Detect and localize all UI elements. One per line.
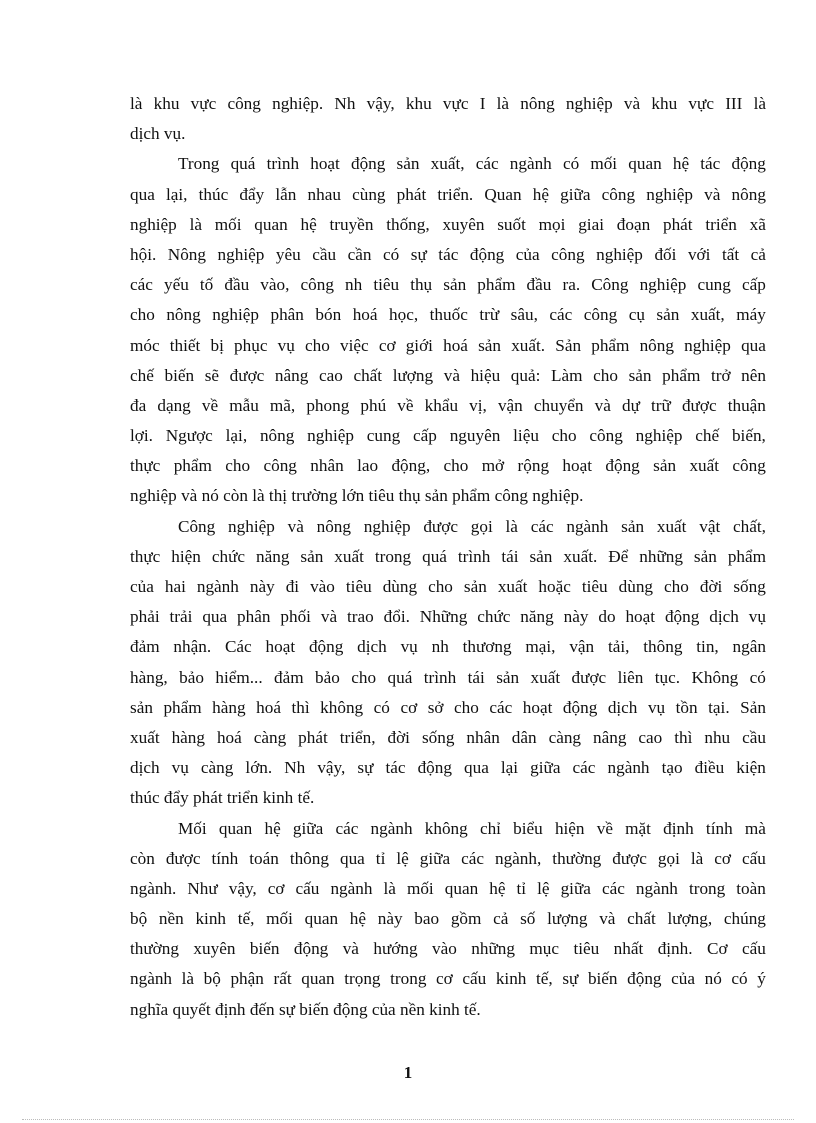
text-line: nghiệp và nó còn là thị trường lớn tiêu thụ sản phẩm công nghiệp.: [130, 486, 584, 506]
text-line: Trong quá trình hoạt động sản xuất, các ngành có mối quan hệ tác động: [178, 154, 766, 174]
body-text: [130, 89, 766, 1025]
text-line: phải trải qua phân phối và trao đổi. Những chức năng này do hoạt động dịch vụ: [130, 607, 766, 627]
text-line: nghiệp là mối quan hệ truyền thống, xuyên suốt mọi giai đoạn phát triển xã: [130, 214, 766, 234]
text-line: dịch vụ càng lớn. Nh vậy, sự tác động qua lại giữa các ngành tạo điều kiện: [130, 758, 766, 778]
text-line: nghĩa quyết định đến sự biến động của nền kinh tế.: [130, 999, 481, 1019]
text-line: ngành là bộ phận rất quan trọng trong cơ cấu kinh tế, sự biến động của nó có ý: [130, 969, 766, 989]
text-line: qua lại, thúc đẩy lẫn nhau cùng phát triển. Quan hệ giữa công nghiệp và nông: [130, 184, 766, 204]
text-line: Công nghiệp và nông nghiệp được gọi là các ngành sản xuất vật chất,: [178, 516, 766, 536]
text-line: các yếu tố đầu vào, công nh tiêu thụ sản phẩm đầu ra. Công nghiệp cung cấp: [130, 275, 766, 295]
text-line: của hai ngành này đi vào tiêu dùng cho sản xuất hoặc tiêu dùng cho đời sống: [130, 577, 766, 596]
text-line: hàng, bảo hiểm... đảm bảo cho quá trình tái sản xuất được liên tục. Không có: [130, 667, 766, 687]
text-line: xuất hàng hoá càng phát triển, đời sống nhân dân càng nâng cao thì nhu cầu: [130, 727, 766, 747]
text-line: sản phẩm hàng hoá thì không có cơ sở cho các hoạt động dịch vụ tồn tại. Sản: [130, 697, 766, 717]
text-line: Mối quan hệ giữa các ngành không chỉ biểu hiện về mặt định tính mà: [178, 818, 766, 838]
text-line: thực hiện chức năng sản xuất trong quá trình tái sản xuất. Để những sản phẩm: [130, 546, 766, 566]
text-line: thúc đẩy phát triển kinh tế.: [130, 788, 315, 808]
page-bottom-divider: [22, 1119, 794, 1120]
text-line: hội. Nông nghiệp yêu cầu cần có sự tác động của công nghiệp đối với tất cả: [130, 244, 766, 264]
text-line: đa dạng về mẫu mã, phong phú về khẩu vị, vận chuyển và dự trữ được thuận: [130, 395, 766, 415]
text-line: dịch vụ.: [130, 124, 186, 144]
text-line: còn được tính toán thông qua tỉ lệ giữa các ngành, thường được gọi là cơ cấu: [130, 848, 766, 868]
text-line: bộ nền kinh tế, mối quan hệ này bao gồm cả số lượng và chất lượng, chúng: [130, 909, 766, 929]
text-line: thường xuyên biến động và hướng vào những mục tiêu nhất định. Cơ cấu: [130, 939, 766, 959]
text-line: đảm nhận. Các hoạt động dịch vụ nh thương mại, vận tải, thông tin, ngân: [130, 637, 766, 657]
text-line: ngành. Như vậy, cơ cấu ngành là mối quan hệ tỉ lệ giữa các ngành trong toàn: [130, 878, 766, 898]
page-number: 1: [403, 1063, 413, 1082]
text-line: thực phẩm cho công nhân lao động, cho mở rộng hoạt động sản xuất công: [130, 456, 766, 476]
text-line: chế biến sẽ được nâng cao chất lượng và hiệu quả: Làm cho sản phẩm trở nên: [130, 365, 766, 385]
text-line: cho nông nghiệp phân bón hoá học, thuốc trừ sâu, các công cụ sản xuất, máy: [130, 305, 766, 325]
text-line: lợi. Ngược lại, nông nghiệp cung cấp nguyên liệu cho công nghiệp chế biến,: [130, 426, 766, 446]
text-line: móc thiết bị phục vụ cho việc cơ giới hoá sản xuất. Sản phẩm nông nghiệp qua: [130, 335, 766, 355]
text-line: là khu vực công nghiệp. Nh vậy, khu vực I là nông nghiệp và khu vực III là: [130, 94, 766, 113]
